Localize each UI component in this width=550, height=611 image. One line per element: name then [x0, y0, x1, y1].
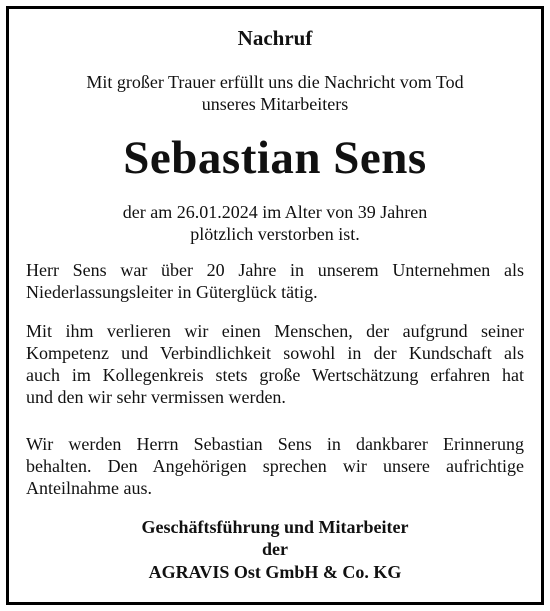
deceased-name: Sebastian Sens	[123, 132, 427, 184]
paragraph-line: Mit ihm verlieren wir einen Menschen, der aufgrund seiner	[26, 321, 524, 341]
paragraph-line: und den wir sehr vermissen werden.	[26, 387, 286, 407]
paragraph-line: Wir werden Herrn Sebastian Sens in dankbarer Erinnerung	[26, 434, 524, 454]
signature-company: AGRAVIS Ost GmbH & Co. KG	[148, 562, 402, 582]
tribute-paragraph	[26, 320, 524, 408]
death-info-line-1: der am 26.01.2024 im Alter von 39 Jahren	[122, 202, 428, 222]
paragraph-line: Kompetenz und Verbindlichkeit sowohl in der Kundschaft als	[26, 343, 524, 363]
obituary-notice	[6, 6, 544, 605]
paragraph-line: behalten. Den Angehörigen sprechen wir unsere aufrichtige	[26, 456, 524, 476]
intro-line-2: unseres Mitarbeiters	[201, 94, 349, 114]
paragraph-line: Herr Sens war über 20 Jahre in unserem Unternehmen als	[26, 260, 524, 280]
paragraph-line: Niederlassungsleiter in Güterglück tätig.	[26, 282, 318, 302]
paragraph-line: Anteilnahme aus.	[26, 478, 152, 498]
intro-line-1: Mit großer Trauer erfüllt uns die Nachricht vom Tod	[86, 72, 464, 92]
condolence-paragraph	[26, 433, 524, 499]
signature-line-2: der	[262, 539, 288, 559]
paragraph-line: auch im Kollegenkreis stets große Wertschätzung erfahren hat	[26, 365, 524, 385]
notice-heading: Nachruf	[237, 26, 313, 50]
signature-line-1: Geschäftsführung und Mitarbeiter	[141, 517, 409, 537]
tenure-paragraph	[26, 259, 524, 303]
death-info-line-2: plötzlich verstorben ist.	[190, 224, 360, 244]
